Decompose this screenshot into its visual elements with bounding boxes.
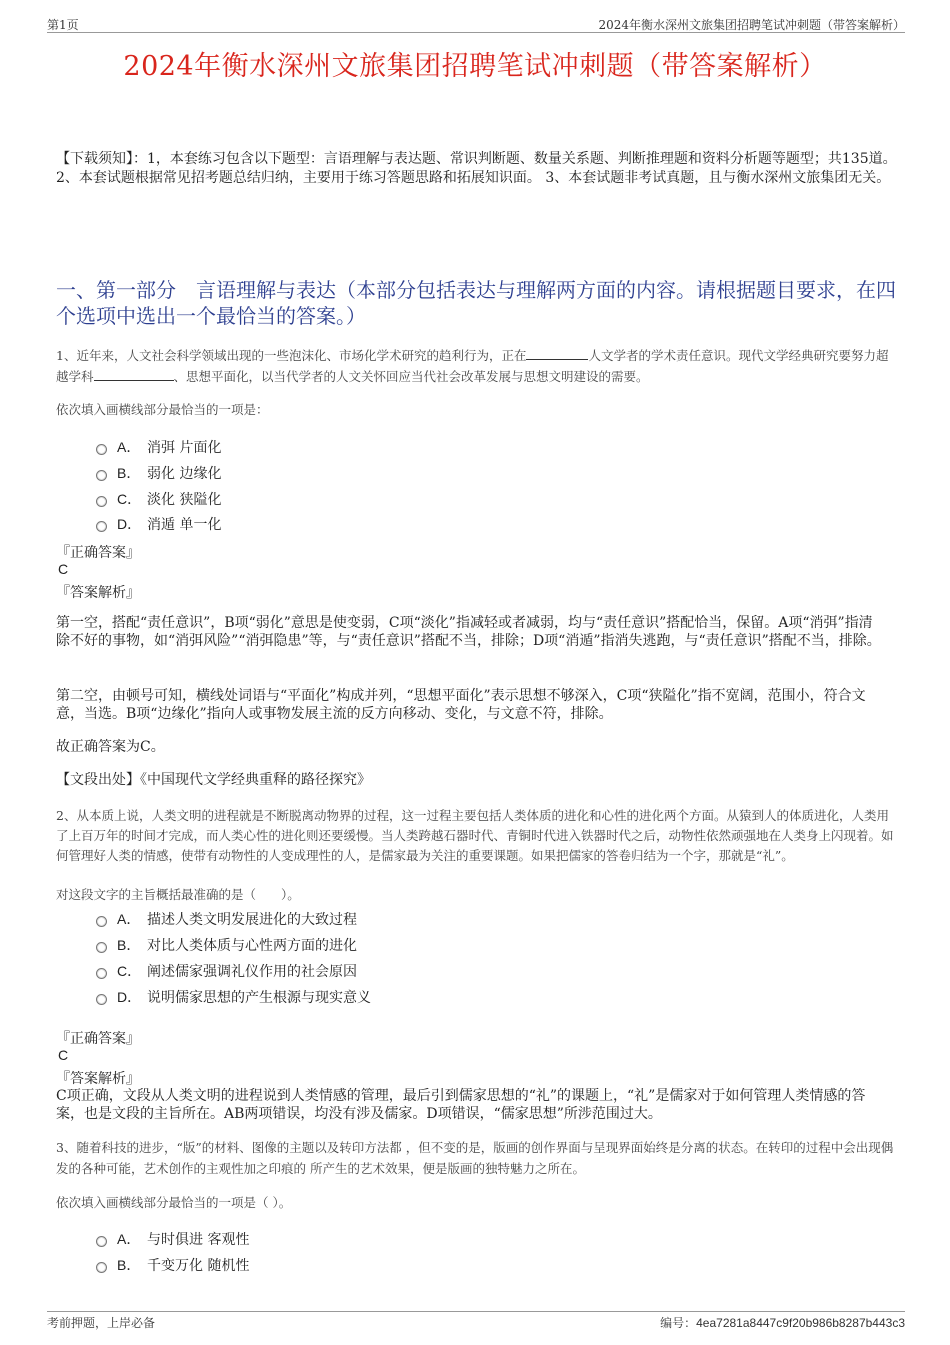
- q2-option-d[interactable]: [96, 987, 371, 1007]
- q3-option-a-letter: A．: [117, 1231, 141, 1247]
- q2-option-b[interactable]: [96, 935, 357, 955]
- q2-correct-answer-value: C: [58, 1047, 69, 1063]
- footer-slogan: 考前押题，上岸必备: [47, 1316, 156, 1330]
- radio-q2-option-b[interactable]: [96, 942, 107, 953]
- q2-correct-answer-label: 『正确答案』: [56, 1031, 140, 1047]
- option-c[interactable]: [96, 489, 221, 509]
- question-1-prompt: 依次填入画横线部分最恰当的一项是：: [56, 402, 269, 417]
- section-heading: 一、第一部分 言语理解与表达（本部分包括表达与理解两方面的内容。请根据题目要求，在四个选项中选出一个最恰当的答案。）: [56, 278, 896, 328]
- fill-blank-2: [94, 368, 174, 381]
- question-1-stem-part-b: 人文学者的学术责任意识。现代文学经典研究要努力超越学科: [56, 348, 889, 384]
- q3-option-b-letter: B．: [117, 1257, 141, 1273]
- option-c-letter: C．: [117, 491, 142, 507]
- correct-answer-label: 『正确答案』: [56, 545, 140, 561]
- page-title: 2024年衡水深州文旅集团招聘笔试冲刺题（带答案解析）: [123, 51, 827, 82]
- q3-option-a[interactable]: [96, 1229, 249, 1249]
- q2-option-c-text: 阐述儒家强调礼仪作用的社会原因: [147, 964, 357, 980]
- analysis-paragraph-2: 第二空，由顿号可知，横线处词语与“平面化”构成并列，“思想平面化”表示思想不够深入，C项“狭隘化”指不宽阔，范围小，符合文意，当选。B项“边缘化”指向人或事物发展主流的反方向移动、变化，与文意不符，排除。: [56, 688, 866, 722]
- option-b[interactable]: [96, 463, 221, 483]
- option-d-text: 消遁 单一化: [147, 517, 222, 533]
- radio-q2-option-a[interactable]: [96, 916, 107, 927]
- footer-code-value: 4ea7281a8447c9f20b986b8287b443c3: [696, 1316, 905, 1330]
- option-b-letter: B．: [117, 465, 141, 481]
- q2-option-d-letter: D．: [117, 989, 142, 1005]
- footer-divider: [47, 1311, 905, 1312]
- q2-option-d-text: 说明儒家思想的产生根源与现实意义: [147, 990, 371, 1006]
- question-2-prompt: 对这段文字的主旨概括最准确的是（ ）。: [56, 887, 300, 902]
- q2-option-a-text: 描述人类文明发展进化的大致过程: [147, 912, 357, 928]
- download-notice: 【下载须知】：1，本套练习包含以下题型：言语理解与表达题、常识判断题、数量关系题、判断推理题和资料分析题等题型；共135道。 2、本套试题根据常见招考题总结归纳，主要用于练习答题思路和拓展知识面。 3、本套试题非考试真题，且与衡水深州文旅集团无关。: [56, 151, 897, 186]
- text-source: 【文段出处】《中国现代文学经典重释的路径探究》: [56, 772, 371, 788]
- option-a[interactable]: [96, 437, 221, 457]
- correct-answer-value: C: [58, 561, 69, 577]
- q2-option-b-text: 对比人类体质与心性两方面的进化: [147, 938, 357, 954]
- question-2-stem: 2、从本质上说，人类文明的进程就是不断脱离动物界的过程，这一过程主要包括人类体质的进化和心性的进化两个方面。从猿到人的体质进化，人类用了上百万年的时间才完成，而人类心性的进化则还要缓慢。当人类跨越石器时代、青铜时代进入铁器时代之后，动物性依然顽强地在人类身上闪现着。如何管理好人类的情感，使带有动物性的人变成理性的人，是儒家最为关注的重要课题。如果把儒家的答卷归结为一个字，那就是“礼”。: [56, 808, 894, 863]
- footer-code-label: 编号：: [660, 1316, 697, 1330]
- q2-option-b-letter: B．: [117, 937, 141, 953]
- q3-option-b[interactable]: [96, 1255, 249, 1275]
- page-number: 第1页: [47, 18, 79, 32]
- option-a-text: 消弭 片面化: [147, 440, 222, 456]
- q2-answer-analysis-label: 『答案解析』: [56, 1071, 140, 1087]
- q2-analysis: C项正确，文段从人类文明的进程说到人类情感的管理，最后引到儒家思想的“礼”的课题上，“礼”是儒家对于如何管理人类情感的答案，也是文段的主旨所在。AB两项错误，均没有涉及儒家。D项错误，“儒家思想”所涉范围过大。: [56, 1088, 866, 1122]
- header-divider: [47, 32, 905, 33]
- question-3-prompt: 依次填入画横线部分最恰当的一项是（ ）。: [56, 1195, 292, 1210]
- option-c-text: 淡化 狭隘化: [147, 492, 222, 508]
- fill-blank-1: [526, 347, 588, 360]
- option-b-text: 弱化 边缘化: [147, 466, 222, 482]
- radio-q3-option-a[interactable]: [96, 1236, 107, 1247]
- option-d-letter: D．: [117, 516, 142, 532]
- radio-option-b[interactable]: [96, 470, 107, 481]
- radio-q2-option-d[interactable]: [96, 994, 107, 1005]
- header-doc-title: 2024年衡水深州文旅集团招聘笔试冲刺题（带答案解析）: [598, 18, 905, 32]
- question-1-stem-part-a: 1、近年来，人文社会科学领域出现的一些泡沫化、市场化学术研究的趋利行为，正在: [56, 348, 527, 363]
- option-a-letter: A．: [117, 439, 141, 455]
- analysis-conclusion: 故正确答案为C。: [56, 739, 165, 755]
- q2-option-a[interactable]: [96, 909, 357, 929]
- footer-code: [660, 1314, 905, 1331]
- analysis-paragraph-1: 第一空，搭配“责任意识”，B项“弱化”意思是使变弱，C项“淡化”指减轻或者减弱，均与“责任意识”搭配恰当，保留。A项“消弭”指清除不好的事物，如“消弭风险”“消弭隐患”等，与“责任意识”搭配不当，排除；D项“消遁”指消失逃跑，与“责任意识”搭配不当，排除。: [56, 615, 881, 649]
- radio-q3-option-b[interactable]: [96, 1262, 107, 1273]
- question-1-stem-part-c: 、思想平面化，以当代学者的人文关怀回应当代社会改革发展与思想文明建设的需要。: [173, 369, 649, 384]
- q3-option-a-text: 与时俱进 客观性: [147, 1232, 250, 1248]
- question-3-stem: 3、随着科技的进步，“版”的材料、图像的主题以及转印方法都 ，但不变的是，版画的创作界面与呈现界面始终是分离的状态。在转印的过程中会出现偶发的各种可能，艺术创作的主观性加之印痕的 所产生的艺术效果，便是版画的独特魅力之所在。: [56, 1140, 894, 1176]
- question-1-stem: [56, 345, 898, 387]
- q2-option-c-letter: C．: [117, 963, 142, 979]
- answer-analysis-label: 『答案解析』: [56, 585, 140, 601]
- radio-option-d[interactable]: [96, 521, 107, 532]
- radio-option-a[interactable]: [96, 444, 107, 455]
- radio-option-c[interactable]: [96, 496, 107, 507]
- option-d[interactable]: [96, 514, 221, 534]
- q2-option-c[interactable]: [96, 961, 357, 981]
- q2-option-a-letter: A．: [117, 911, 141, 927]
- radio-q2-option-c[interactable]: [96, 968, 107, 979]
- q3-option-b-text: 千变万化 随机性: [147, 1258, 250, 1274]
